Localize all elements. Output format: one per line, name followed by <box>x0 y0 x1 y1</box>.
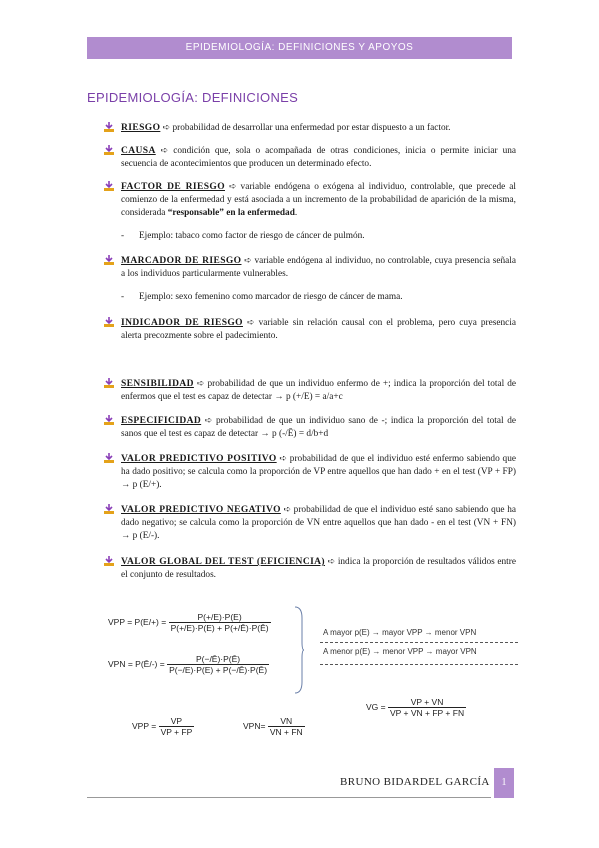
arrow-right-icon: ➪ <box>224 181 237 191</box>
vpp-simple-denominator: VP + FP <box>160 727 193 737</box>
arrow-bullet-icon <box>104 317 114 328</box>
vpp-formula: VPP = P(E/+) = $\frac{P(+/E)\cdot P(E)}{P(+/E)\cdot P(E) + P(+/Ē)\cdot P(Ē)}$ <box>108 612 269 633</box>
vpp-simple-numerator: VP <box>170 716 183 726</box>
definition-emphasis: “responsable” en la enfermedad <box>167 208 295 218</box>
arrow-bullet-icon <box>104 122 114 133</box>
definition: probabilidad de que un individuo enfermo de +; indica la proporción del total de enfermos que el test es capaz de detectar → p (+/E) = a/a+c <box>121 379 517 402</box>
header-title: EPIDEMIOLOGÍA: DEFINICIONES Y APOYOS <box>185 42 414 53</box>
divider <box>320 664 518 665</box>
vpn-simple-denominator: VN + FN <box>269 727 303 737</box>
arrow-right-icon: ➪ <box>155 145 169 155</box>
arrow-bullet-icon <box>104 145 114 156</box>
page-number: 1 <box>494 768 514 798</box>
arrow-bullet-icon <box>104 504 114 515</box>
definition-item <box>104 121 516 135</box>
example-line: - Ejemplo: sexo femenino como marcador de riesgo de cáncer de mama. <box>121 292 403 302</box>
definition-item <box>104 414 516 441</box>
definition-item <box>104 555 516 582</box>
divider <box>320 642 518 643</box>
arrow-right-icon: ➪ <box>242 317 255 327</box>
arrow-bullet-icon <box>104 453 114 464</box>
definition: probabilidad de que el individuo esté sano sabiendo que ha dado negativo; se calcula como la proporción de VN entre aquellos que han dado - en el test (VN + FN) → p (E/-). <box>121 505 516 541</box>
example-text: Ejemplo: tabaco como factor de riesgo de cáncer de pulmón. <box>139 231 365 241</box>
comparison-line: A mayor p(E) → mayor VPP → menor VPN <box>323 628 477 637</box>
definition-item <box>104 316 516 343</box>
header-bar <box>87 37 512 59</box>
arrow-right-icon: ➪ <box>201 415 213 425</box>
definition-item <box>104 180 516 220</box>
arrow-right-icon: ➪ <box>241 255 252 265</box>
vpn-numerator: P(−/Ē)·P(Ē) <box>195 654 241 664</box>
definition: indica la proporción de resultados válidos entre el conjunto de resultados. <box>121 557 516 580</box>
term: SENSIBILIDAD <box>121 379 194 389</box>
term: CAUSA <box>121 146 156 156</box>
arrow-right-icon: ➪ <box>276 453 287 463</box>
definition: probabilidad de que el individuo esté enfermo sabiendo que ha dado positivo; se calcula como la proporción de VP entre aquellos que han dado + en el test (VP + FP) → p (E/+). <box>121 454 516 490</box>
arrow-bullet-icon <box>104 255 114 266</box>
term: INDICADOR DE RIESGO <box>121 318 243 328</box>
arrow-bullet-icon <box>104 181 114 192</box>
footer-author: BRUNO BIDARDEL GARCÍA <box>340 776 490 788</box>
footer-divider <box>87 797 491 798</box>
term: FACTOR DE RIESGO <box>121 182 225 192</box>
vpn-simple-formula: VPN= $\frac{VN}{VN + FN}$ <box>243 716 303 737</box>
definition: variable sin relación causal con el problema, pero cuya presencia alerta precozmente sobre el padecimiento. <box>121 318 516 341</box>
arrow-bullet-icon <box>104 415 114 426</box>
vg-numerator: VP + VN <box>410 697 444 707</box>
vpp-denominator: P(+/E)·P(E) + P(+/Ē)·P(Ē) <box>170 623 269 633</box>
vpn-simple-numerator: VN <box>280 716 293 726</box>
definition-item <box>104 452 516 492</box>
definition: variable endógena o exógena al individuo, controlable, que precede al comienzo de la enfermedad y está asociada a un incremento de la probabilidad de aparición de la misma, considerada <box>121 182 516 218</box>
definition-item <box>104 377 516 404</box>
arrow-right-icon: ➪ <box>160 122 171 132</box>
term: RIESGO <box>121 123 161 133</box>
example-line: - Ejemplo: tabaco como factor de riesgo de cáncer de pulmón. <box>121 231 365 241</box>
vg-denominator: VP + VN + FP + FN <box>389 708 465 718</box>
definition: variable endógena al individuo, no controlable, cuya presencia señala a los individuos particularmente vulnerables. <box>121 256 517 279</box>
definition-item <box>104 144 516 171</box>
comparison-line: A menor p(E) → menor VPP → mayor VPN <box>323 647 477 656</box>
definition-item <box>104 503 516 543</box>
section-title: EPIDEMIOLOGÍA: DEFINICIONES <box>87 90 299 105</box>
vpp-numerator: P(+/E)·P(E) <box>197 612 242 622</box>
definition: probabilidad de desarrollar una enfermedad por estar dispuesto a un factor. <box>170 123 451 133</box>
definition: condición que, sola o acompañada de otras condiciones, inicia o permite iniciar una secuencia de acontecimientos que producen un determinado efecto. <box>121 146 516 169</box>
arrow-right-icon: ➪ <box>325 556 336 566</box>
arrow-bullet-icon <box>104 556 114 567</box>
arrow-bullet-icon <box>104 378 114 389</box>
vpp-simple-formula: VPP = $\frac{VP}{VP + FP}$ <box>132 716 193 737</box>
arrow-right-icon: ➪ <box>193 378 205 388</box>
term: VALOR PREDICTIVO POSITIVO <box>121 454 277 464</box>
definition: probabilidad de que un individuo sano de -; indica la proporción del total de sanos que el test es capaz de detectar → p (-/Ē) = d/b+d <box>121 416 517 439</box>
term: VALOR PREDICTIVO NEGATIVO <box>121 505 281 515</box>
example-text: Ejemplo: sexo femenino como marcador de riesgo de cáncer de mama. <box>139 292 403 302</box>
term: VALOR GLOBAL DEL TEST (EFICIENCIA) <box>121 557 325 567</box>
right-brace-icon <box>294 606 304 694</box>
vg-formula: VG = $\frac{VP + VN}{VP + VN + FP + FN}$ <box>366 697 465 718</box>
definition-end: . <box>294 208 298 218</box>
arrow-right-icon: ➪ <box>280 504 292 514</box>
term: ESPECIFICIDAD <box>121 416 202 426</box>
vpn-formula: VPN = P(Ē/-) = $\frac{P(-/Ē)\cdot P(Ē)}{P(-/E)\cdot P(E) + P(-/Ē)\cdot P(Ē)}$ <box>108 654 268 675</box>
definition-item <box>104 254 516 281</box>
term: MARCADOR DE RIESGO <box>121 256 242 266</box>
vpn-denominator: P(−/E)·P(E) + P(−/Ē)·P(Ē) <box>169 665 268 675</box>
